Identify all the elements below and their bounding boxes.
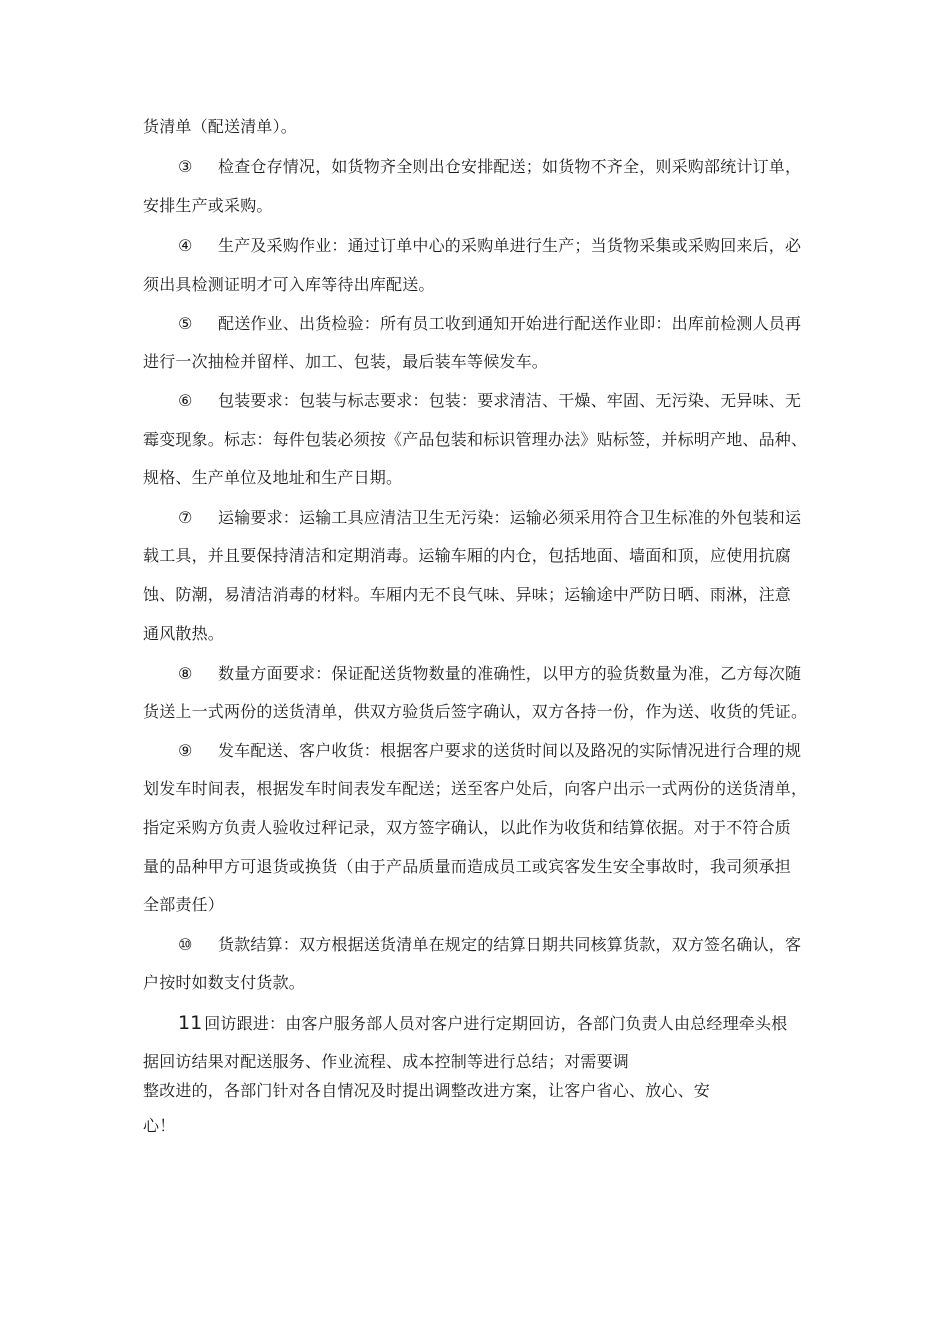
- text-line: 霉变现象。标志：每件包装必须按《产品包装和标识管理办法》贴标签，并标明产地、品种、: [143, 430, 808, 449]
- text-line: 检查仓存情况，如货物齐全则出仓安排配送；如货物不齐全，则采购部统计订单，: [218, 157, 802, 176]
- text-line: 量的品种甲方可退货或换货（由于产品质量而造成员工或宾客发生安全事故时，我司须承担: [143, 857, 792, 876]
- list-item-3: [178, 157, 801, 177]
- text-line: 指定采购方负责人验收过秤记录，双方签字确认，以此作为收货和结算依据。对于不符合质: [143, 818, 792, 837]
- list-item-7: [178, 508, 801, 528]
- item-marker: ⑥: [178, 391, 193, 410]
- text-line: 进行一次抽检并留样、加工、包装，最后装车等候发车。: [143, 352, 549, 371]
- list-item-4: [178, 236, 801, 256]
- list-item-9: [178, 741, 801, 761]
- text-line: 货款结算：双方根据送货清单在规定的结算日期共同核算货款，双方签名确认，客: [218, 935, 802, 954]
- text-line: 安排生产或采购。: [143, 196, 273, 215]
- item-marker: ③: [178, 157, 193, 176]
- item-marker: ⑧: [178, 664, 193, 683]
- list-item-8: [178, 664, 801, 684]
- text-line: 回访跟进：由客户服务部人员对客户进行定期回访，各部门负责人由总经理牵头根: [204, 1014, 788, 1033]
- list-item-11: [178, 1013, 787, 1034]
- item-marker: ⑤: [178, 314, 193, 333]
- text-line: 生产及采购作业：通过订单中心的采购单进行生产；当货物采集或采购回来后，必: [218, 236, 802, 255]
- text-line: 整改进的，各部门针对各自情况及时提出调整改进方案，让客户省心、放心、安: [143, 1081, 711, 1100]
- text-line: 数量方面要求：保证配送货物数量的准确性，以甲方的验货数量为准，乙方每次随: [218, 664, 802, 683]
- item-marker: ⑦: [178, 508, 193, 527]
- text-line: 货送上一式两份的送货清单，供双方验货后签字确认，双方各持一份，作为送、收货的凭证。: [143, 702, 808, 721]
- text-line: 须出具检测证明才可入库等待出库配送。: [143, 275, 435, 294]
- text-line: 规格、生产单位及地址和生产日期。: [143, 468, 403, 487]
- item-marker: ⑨: [178, 741, 193, 760]
- text-line: 通风散热。: [143, 624, 225, 643]
- item-marker: 11: [178, 1012, 203, 1034]
- item-marker: ④: [178, 236, 193, 255]
- text-line: 户按时如数支付货款。: [143, 973, 306, 992]
- text-line: 蚀、防潮，易清洁消毒的材料。车厢内无不良气味、异味；运输途中严防日晒、雨淋，注意: [143, 585, 792, 604]
- list-item-6: [178, 391, 801, 411]
- item-marker: ⑩: [178, 935, 193, 954]
- text-line: 包装要求：包装与标志要求：包装：要求清洁、干燥、牢固、无污染、无异味、无: [218, 391, 802, 410]
- text-line: 载工具，并且要保持清洁和定期消毒。运输车厢的内仓，包括地面、墙面和顶，应使用抗腐: [143, 546, 792, 565]
- text-line: 划发车时间表，根据发车时间表发车配送；送至客户处后，向客户出示一式两份的送货清单，: [143, 779, 808, 798]
- text-line: 配送作业、出货检验：所有员工收到通知开始进行配送作业即：出库前检测人员再: [218, 314, 802, 333]
- text-line: 运输要求：运输工具应清洁卫生无污染：运输必须采用符合卫生标准的外包装和运: [218, 508, 802, 527]
- text-line: 货清单（配送清单）。: [143, 117, 298, 136]
- text-line: 发车配送、客户收货：根据客户要求的送货时间以及路况的实际情况进行合理的规: [218, 741, 802, 760]
- text-line: 据回访结果对配送服务、作业流程、成本控制等进行总结；对需要调: [143, 1052, 630, 1071]
- list-item-10: [178, 935, 801, 955]
- list-item-5: [178, 314, 801, 334]
- text-line: 心！: [143, 1116, 176, 1135]
- text-line: 全部责任）: [143, 895, 225, 914]
